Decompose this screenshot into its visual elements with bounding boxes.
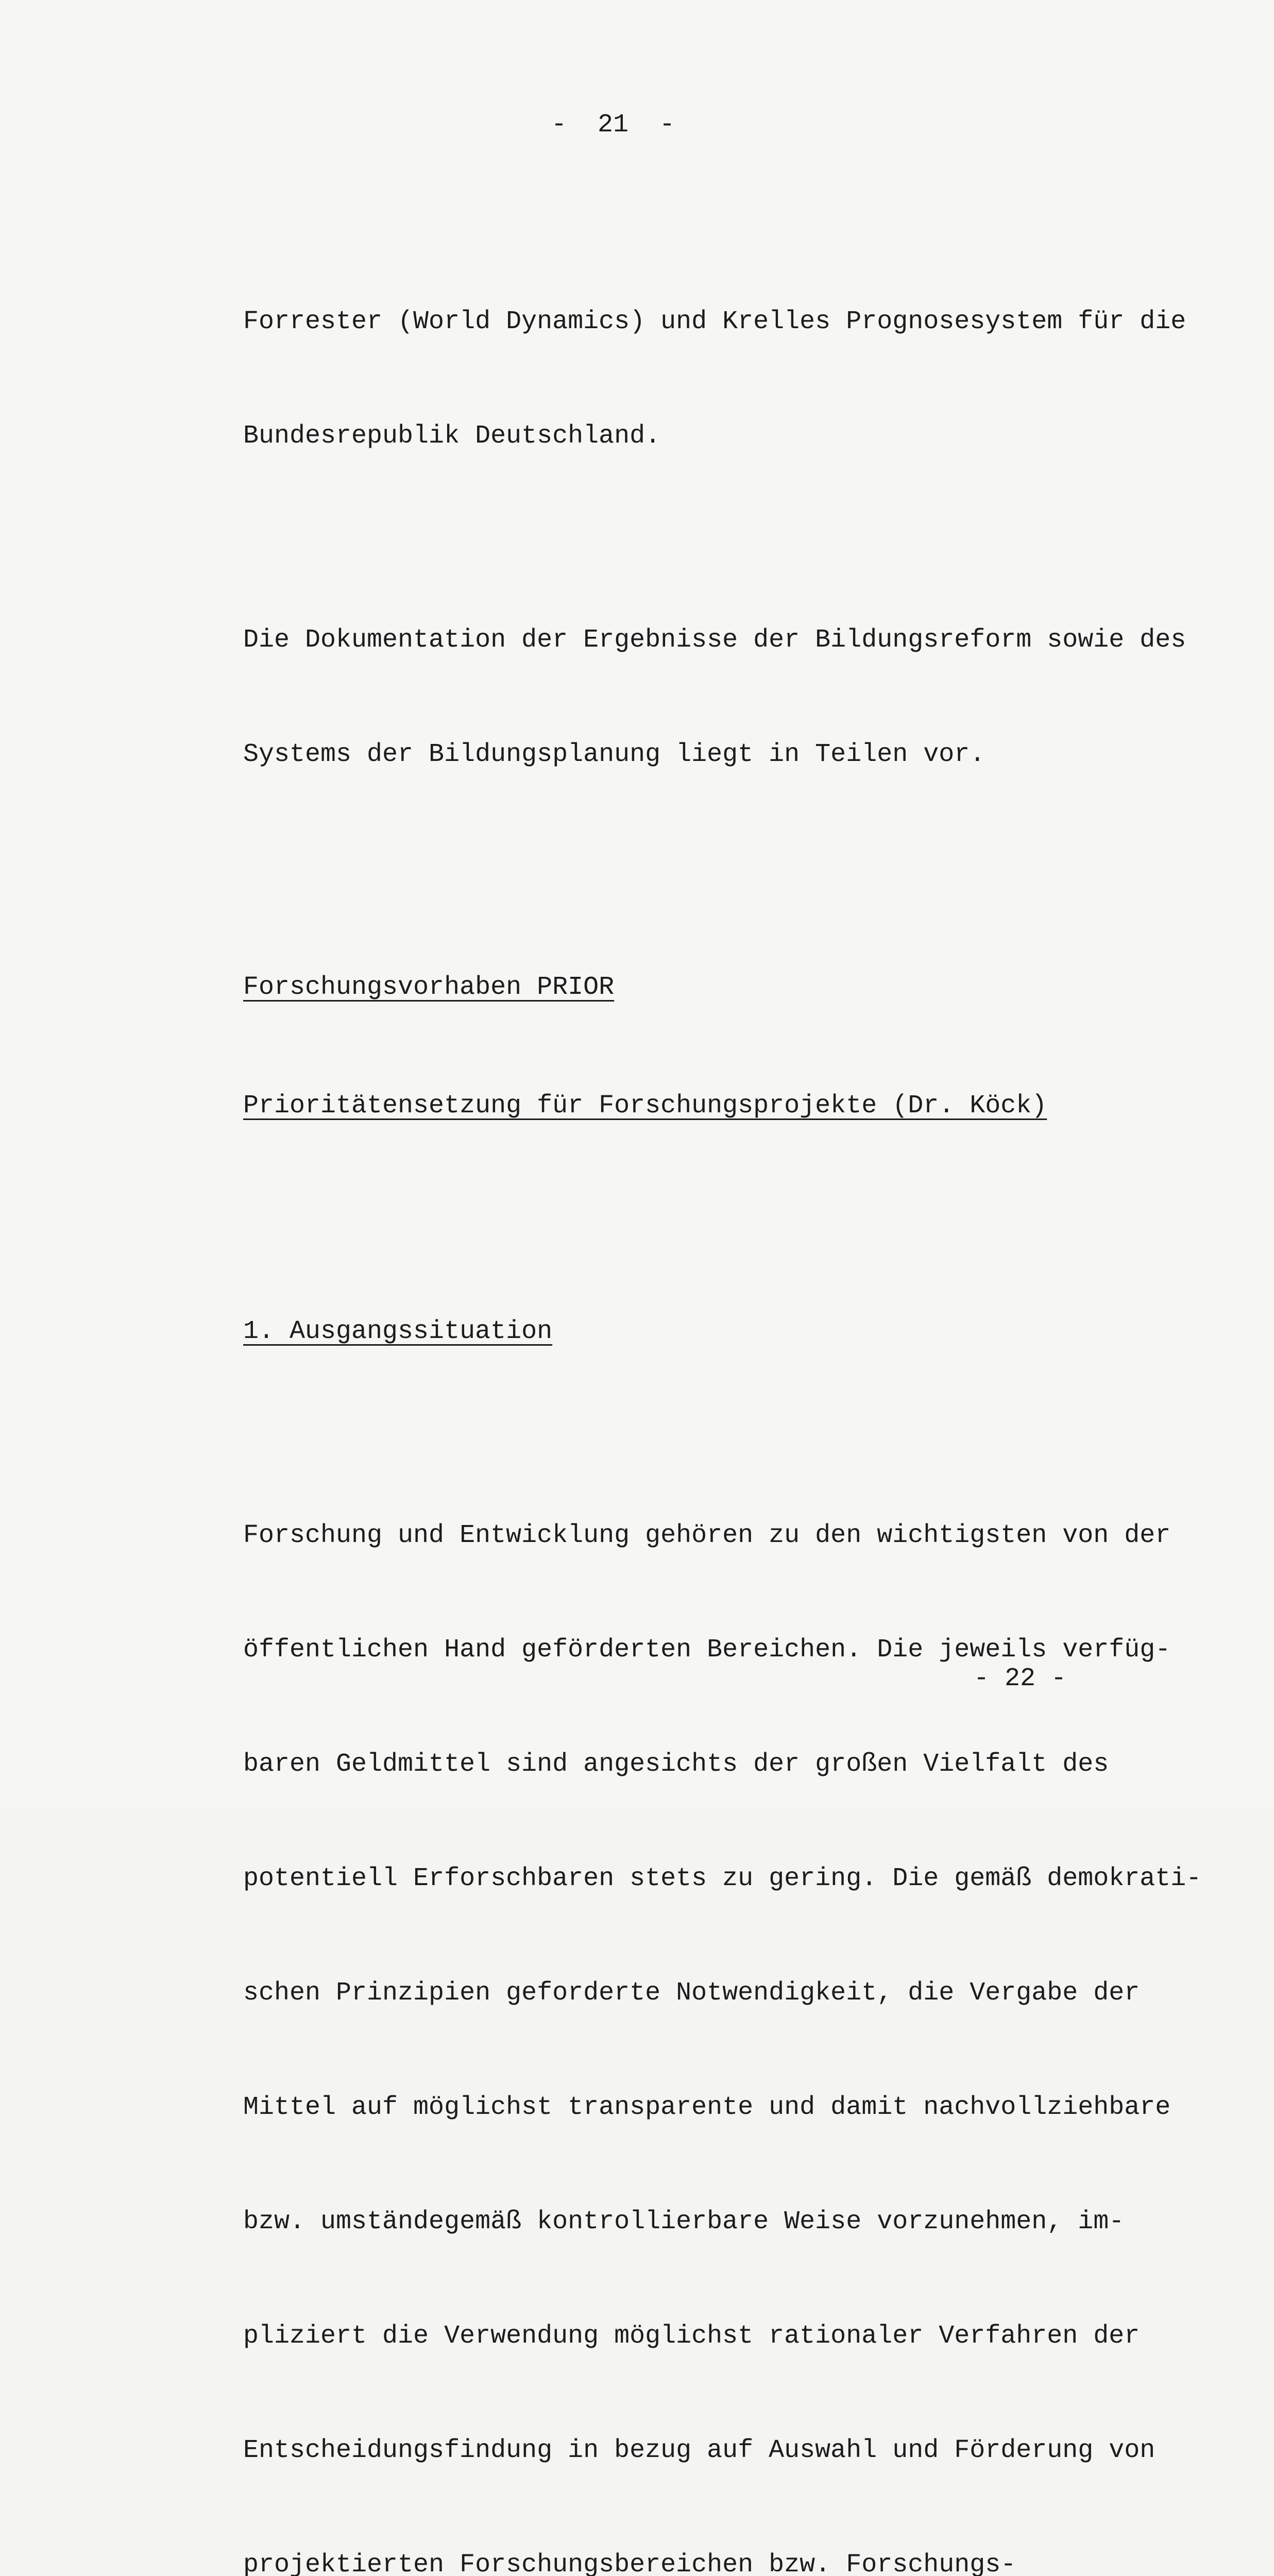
- text-line: Mittel auf möglichst transparente und damit nachvollziehbare: [243, 2093, 1171, 2122]
- text-line: Forschung und Entwicklung gehören zu den wichtigsten von der: [243, 1521, 1171, 1550]
- text-line: Forrester (World Dynamics) und Krelles Prognosesystem für die: [243, 307, 1186, 336]
- project-heading: [243, 890, 1212, 1204]
- intro-paragraph-1: [243, 227, 1212, 532]
- page-content: [243, 227, 1212, 2576]
- text-line: schen Prinzipien geforderte Notwendigkeit, die Vergabe der: [243, 1978, 1140, 2008]
- page-number-top: - 21 -: [551, 110, 675, 140]
- text-line: öffentlichen Hand geförderten Bereichen. Die jeweils verfüg-: [243, 1635, 1171, 1665]
- project-subtitle: Prioritätensetzung für Forschungsprojekte (Dr. Köck): [243, 1091, 1047, 1121]
- text-line: Systems der Bildungsplanung liegt in Teilen vor.: [243, 740, 986, 769]
- body-paragraph-1: [243, 1440, 1212, 2576]
- text-line: baren Geldmittel sind angesichts der großen Vielfalt des: [243, 1750, 1109, 1779]
- text-line: potentiell Erforschbaren stets zu gering. Die gemäß demokrati-: [243, 1864, 1202, 1893]
- section-heading: [243, 1234, 1212, 1429]
- text-line: Entscheidungsfindung in bezug auf Auswahl und Förderung von: [243, 2436, 1156, 2465]
- text-line: Bundesrepublik Deutschland.: [243, 421, 661, 451]
- text-line: Die Dokumentation der Ergebnisse der Bildungsreform sowie des: [243, 625, 1186, 655]
- project-title: Forschungsvorhaben PRIOR: [243, 973, 615, 1002]
- intro-paragraph-2: [243, 545, 1212, 850]
- text-line: bzw. umständegemäß kontrollierbare Weise vorzunehmen, im-: [243, 2207, 1125, 2236]
- text-line: pliziert die Verwendung möglichst rationaler Verfahren der: [243, 2321, 1140, 2351]
- section-title: 1. Ausgangssituation: [243, 1317, 553, 1346]
- page-number-bottom: - 22 -: [973, 1664, 1067, 1693]
- text-line: projektierten Forschungsbereichen bzw. Forschungs-: [243, 2550, 1016, 2576]
